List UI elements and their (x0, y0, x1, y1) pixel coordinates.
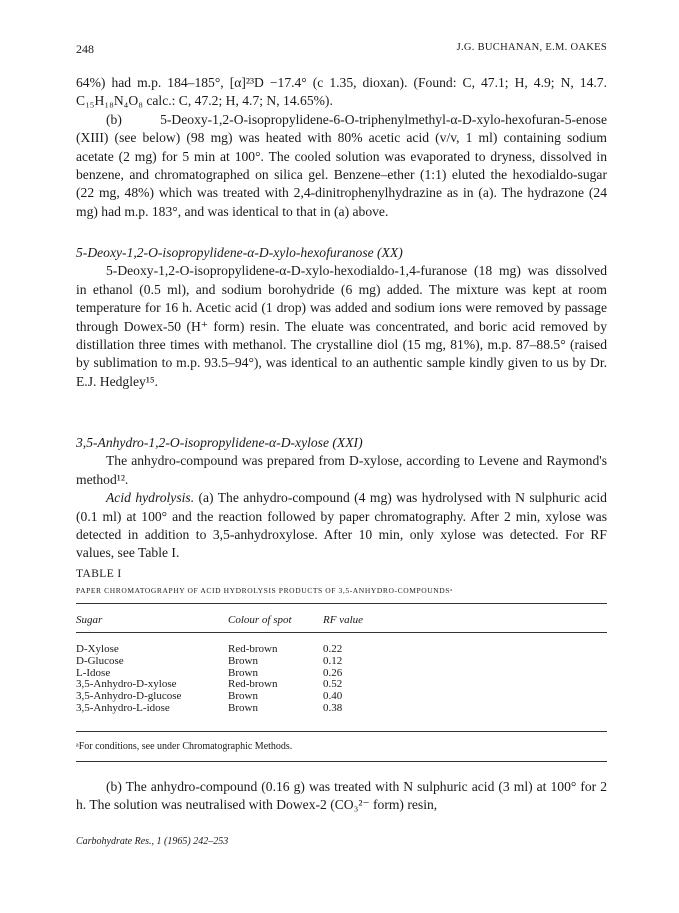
table-cell: L-Idose (76, 666, 111, 679)
table-cell: Brown (228, 690, 258, 703)
running-authors: J.G. BUCHANAN, E.M. OAKES (456, 42, 607, 53)
table-cell: Brown (228, 666, 258, 679)
table-column-rf (323, 644, 342, 715)
section-xxi-text1: The anhydro-compound was prepared from D-xylose, according to Levene and Raymond's method¹². (76, 453, 607, 487)
continuation-text: 64%) had m.p. 184–185°, [α]²³D −17.4° (c 1.35, dioxan). (Found: C, 47.1; H, 4.9; N, 14.7. C₁₅H₁₈N₄O₈ calc.: C, 47.2; H, 4.7; N, 14.65%). (76, 75, 607, 109)
table-header-sugar: Sugar (76, 614, 103, 626)
table-title: PAPER CHROMATOGRAPHY OF ACID HYDROLYSIS PRODUCTS OF 3,5-ANHYDRO-COMPOUNDSᵃ (76, 586, 453, 595)
continuation-block (76, 74, 607, 221)
table-cell: Brown (228, 701, 258, 714)
paragraph-final: (b) The anhydro-compound (0.16 g) was treated with N sulphuric acid (3 ml) at 100° for 2 h. The solution was neutralised with Dowex-2 (CO₃²⁻ form) resin, (76, 779, 607, 813)
acid-hydrolysis-label: Acid hydrolysis. (106, 490, 195, 506)
table-cell: Brown (228, 654, 258, 667)
acid-hydrolysis-paragraph (76, 489, 607, 563)
table-cell: D-Glucose (76, 654, 124, 667)
table-cell: Red-brown (228, 678, 278, 691)
table-cell: D-Xylose (76, 643, 119, 655)
table-cell: 0.40 (323, 690, 343, 703)
table-caption: TABLE I (76, 568, 122, 580)
table-cell: 3,5-Anhydro-D-xylose (76, 678, 177, 691)
section-xx (76, 244, 607, 391)
table-header-rf: RF value (323, 614, 364, 626)
table-rule-header (76, 632, 607, 633)
table-cell: 0.52 (323, 678, 343, 691)
section-heading-xxi: 3,5-Anhydro-1,2-O-isopropylidene-α-D-xylose (XXI) (76, 435, 363, 450)
table-column-sugar (76, 644, 181, 715)
page-header (76, 42, 607, 58)
section-xxi (76, 434, 607, 563)
section-heading-xx: 5-Deoxy-1,2-O-isopropylidene-α-D-xylo-hexofuranose (XX) (76, 245, 403, 260)
acid-hydrolysis-text: (a) The anhydro-compound (4 mg) was hydrolysed with N sulphuric acid (0.1 ml) at 100° and the reaction followed by paper chromatography. After 2 min, xylose was detected in addition to 3,5-anhydroxylose. After 10 min, only xylose was detected. For RF values, see Table I. (76, 490, 607, 561)
table-rule-top (76, 603, 607, 604)
table-cell: 0.12 (323, 654, 343, 667)
table-rule-bottom (76, 731, 607, 732)
table-cell: 3,5-Anhydro-L-idose (76, 701, 170, 714)
table-cell: Red-brown (228, 643, 278, 655)
paragraph-b: (b) 5-Deoxy-1,2-O-isopropylidene-6-O-triphenylmethyl-α-D-xylo-hexofuran-5-enose (XIII) (see below) (98 mg) was heated with 80% acetic acid (v/v, 1 ml) containing sodium acetate (2 mg) for 5 min at 100°. The cooled solution was evaporated to dryness, dissolved in benzene, and chromatographed on silica gel. Benzene–ether (1:1) eluted the hexodialdo-sugar (22 mg, 48%) which was treated with 2,4-dinitrophenylhydrazine as in (a). The hydrazone (24 mg) had m.p. 183°, and was identical to that in (a) above. (76, 111, 607, 219)
table-rule-footnote (76, 761, 607, 762)
table-cell: 0.38 (323, 701, 343, 714)
table-cell: 0.26 (323, 666, 343, 679)
final-block (76, 778, 607, 815)
table-cell: 3,5-Anhydro-D-glucose (76, 690, 182, 703)
section-xx-text: 5-Deoxy-1,2-O-isopropylidene-α-D-xylo-hexodialdo-1,4-furanose (18 mg) was dissolved in ethanol (0.5 ml), and sodium borohydride (6 mg) added. The mixture was kept at room temperature for 16 h. Acetic acid (1 drop) was added and sodium ions were removed by passage through Dowex-50 (H⁺ form) resin. The eluate was concentrated, and boric acid removed by distillation three times with methanol. The crystalline diol (15 mg, 81%), m.p. 87–88.5° (raised by sublimation to m.p. 93.5–94°), was identical to an authentic sample kindly given to us by Dr. E.J. Hedgley¹⁵. (76, 263, 607, 389)
table-cell: 0.22 (323, 643, 343, 655)
journal-footer: Carbohydrate Res., 1 (1965) 242–253 (76, 836, 229, 847)
table-footnote: ᵃFor conditions, see under Chromatographic Methods. (76, 741, 293, 752)
page-number: 248 (76, 42, 94, 56)
table-header-colour: Colour of spot (228, 614, 292, 626)
table-column-colour (228, 644, 278, 715)
